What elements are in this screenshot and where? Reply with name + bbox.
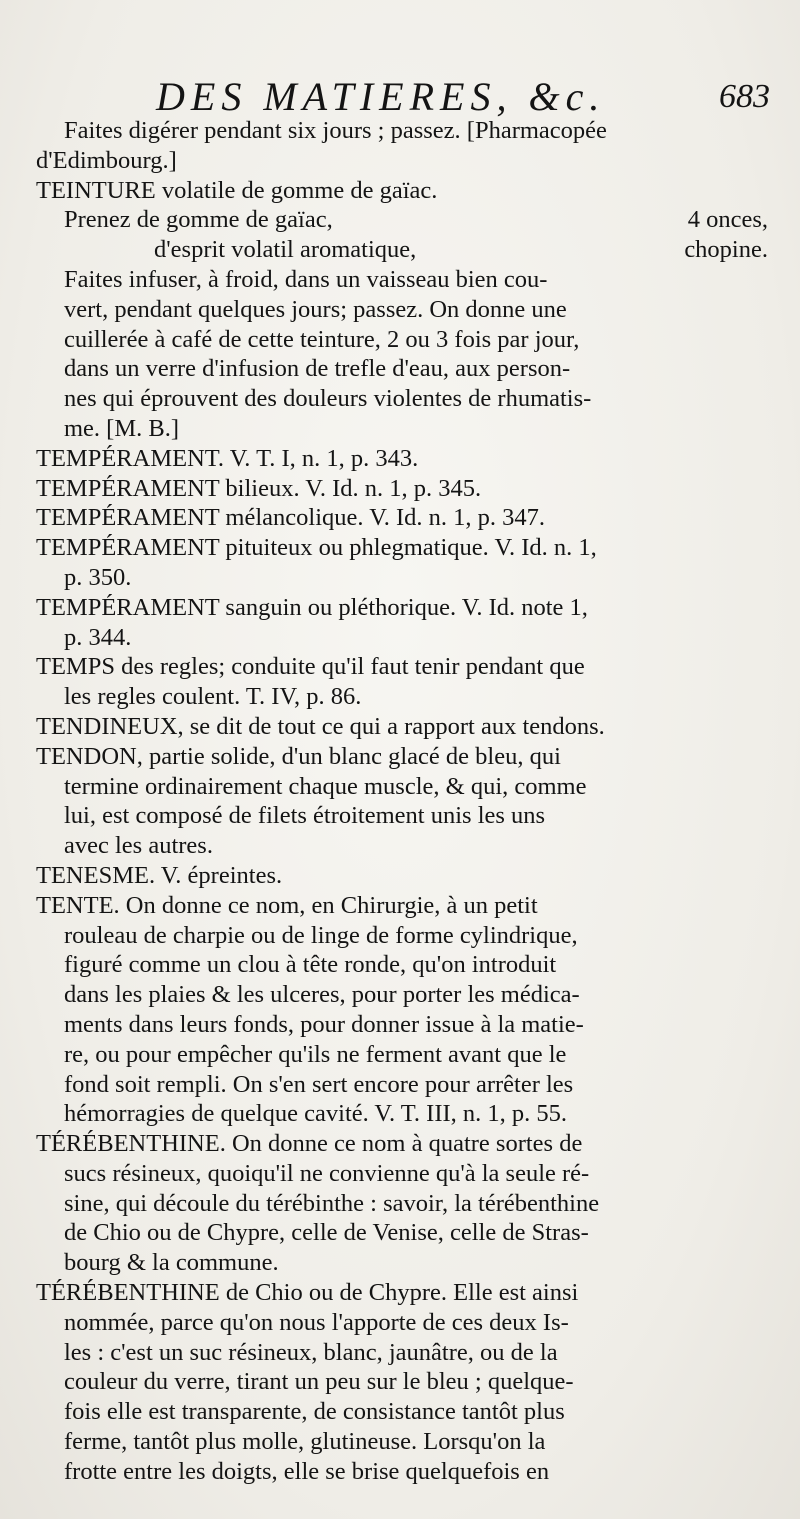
running-title: DES MATIERES, &c.	[156, 74, 606, 119]
text-line: termine ordinairement chaque muscle, & qui, comme	[64, 772, 587, 800]
text-line: nes qui éprouvent des douleurs violentes de rhumatis-	[64, 385, 592, 413]
entry-heading: TENESME. V. épreintes.	[36, 861, 283, 889]
text-line: d'Edimbourg.]	[36, 146, 177, 174]
text-line: nommée, parce qu'on nous l'apporte de ces deux Is-	[64, 1308, 569, 1336]
text-line: fois elle est transparente, de consistance tantôt plus	[64, 1398, 565, 1426]
text-line: sine, qui découle du térébinthe : savoir, la térébenthine	[64, 1189, 600, 1217]
text-line: figuré comme un clou à tête ronde, qu'on introduit	[64, 951, 557, 979]
text-line: ments dans leurs fonds, pour donner issue à la matie-	[64, 1010, 584, 1038]
text-line: les : c'est un suc résineux, blanc, jaunâtre, ou de la	[64, 1338, 558, 1366]
recipe-quantity: 4 onces,	[687, 206, 768, 234]
entry-heading: TENTE. On donne ce nom, en Chirurgie, à un petit	[36, 891, 538, 919]
text-line: couleur du verre, tirant un peu sur le bleu ; quelque-	[64, 1368, 574, 1396]
text-line: dans un verre d'infusion de trefle d'eau, aux person-	[64, 355, 571, 383]
text-line: Faites infuser, à froid, dans un vaisseau bien cou-	[64, 265, 548, 293]
text-line: vert, pendant quelques jours; passez. On donne une	[64, 295, 567, 323]
entry-heading: TEMPS des regles; conduite qu'il faut tenir pendant que	[36, 653, 585, 681]
entry-heading: TENDON, partie solide, d'un blanc glacé de bleu, qui	[36, 742, 561, 770]
text-line: dans les plaies & les ulceres, pour porter les médica-	[64, 981, 580, 1009]
text-line: cuillerée à café de cette teinture, 2 ou 3 fois par jour,	[64, 325, 580, 353]
recipe-ingredient: Prenez de gomme de gaïac,	[64, 206, 333, 234]
page-header	[150, 72, 770, 122]
text-line: ferme, tantôt plus molle, glutineuse. Lorsqu'on la	[64, 1428, 546, 1456]
text-line: p. 350.	[64, 563, 132, 591]
text-line: hémorragies de quelque cavité. V. T. III, n. 1, p. 55.	[64, 1100, 568, 1128]
body-text	[36, 116, 776, 1487]
entry-heading: TEMPÉRAMENT mélancolique. V. Id. n. 1, p. 347.	[36, 504, 546, 532]
entry-heading: TEMPÉRAMENT. V. T. I, n. 1, p. 343.	[36, 444, 419, 472]
entry-heading: TEMPÉRAMENT sanguin ou pléthorique. V. Id. note 1,	[36, 593, 588, 621]
text-line: p. 344.	[64, 623, 132, 651]
text-line: lui, est composé de filets étroitement unis les uns	[64, 802, 546, 830]
page-number: 683	[719, 78, 770, 115]
text-line: sucs résineux, quoiqu'il ne convienne qu'à la seule ré-	[64, 1159, 590, 1187]
recipe-row	[36, 235, 776, 265]
entry-heading: TEMPÉRAMENT bilieux. V. Id. n. 1, p. 345.	[36, 474, 482, 502]
text-line: Faites digérer pendant six jours ; passez. [Pharmacopée	[64, 117, 607, 144]
entry-heading: TEINTURE volatile de gomme de gaïac.	[36, 176, 438, 204]
text-line: re, ou pour empêcher qu'ils ne ferment avant que le	[64, 1040, 567, 1068]
entry-heading: TÉRÉBENTHINE de Chio ou de Chypre. Elle est ainsi	[36, 1279, 579, 1307]
recipe-quantity: chopine.	[684, 236, 768, 264]
entry-heading: TEMPÉRAMENT pituiteux ou phlegmatique. V. Id. n. 1,	[36, 534, 597, 562]
text-line: de Chio ou de Chypre, celle de Venise, celle de Stras-	[64, 1219, 589, 1247]
text-line: les regles coulent. T. IV, p. 86.	[64, 683, 362, 711]
text-line: me. [M. B.]	[64, 414, 179, 442]
text-line: fond soit rempli. On s'en sert encore pour arrêter les	[64, 1070, 574, 1098]
text-line: bourg & la commune.	[64, 1249, 279, 1277]
recipe-row	[36, 205, 776, 235]
entry-heading: TENDINEUX, se dit de tout ce qui a rapport aux tendons.	[36, 712, 605, 740]
text-line: frotte entre les doigts, elle se brise quelquefois en	[64, 1457, 550, 1485]
text-line: avec les autres.	[64, 832, 213, 860]
recipe-ingredient: d'esprit volatil aromatique,	[154, 236, 417, 264]
text-line: rouleau de charpie ou de linge de forme cylindrique,	[64, 921, 578, 949]
entry-heading: TÉRÉBENTHINE. On donne ce nom à quatre sortes de	[36, 1130, 583, 1158]
